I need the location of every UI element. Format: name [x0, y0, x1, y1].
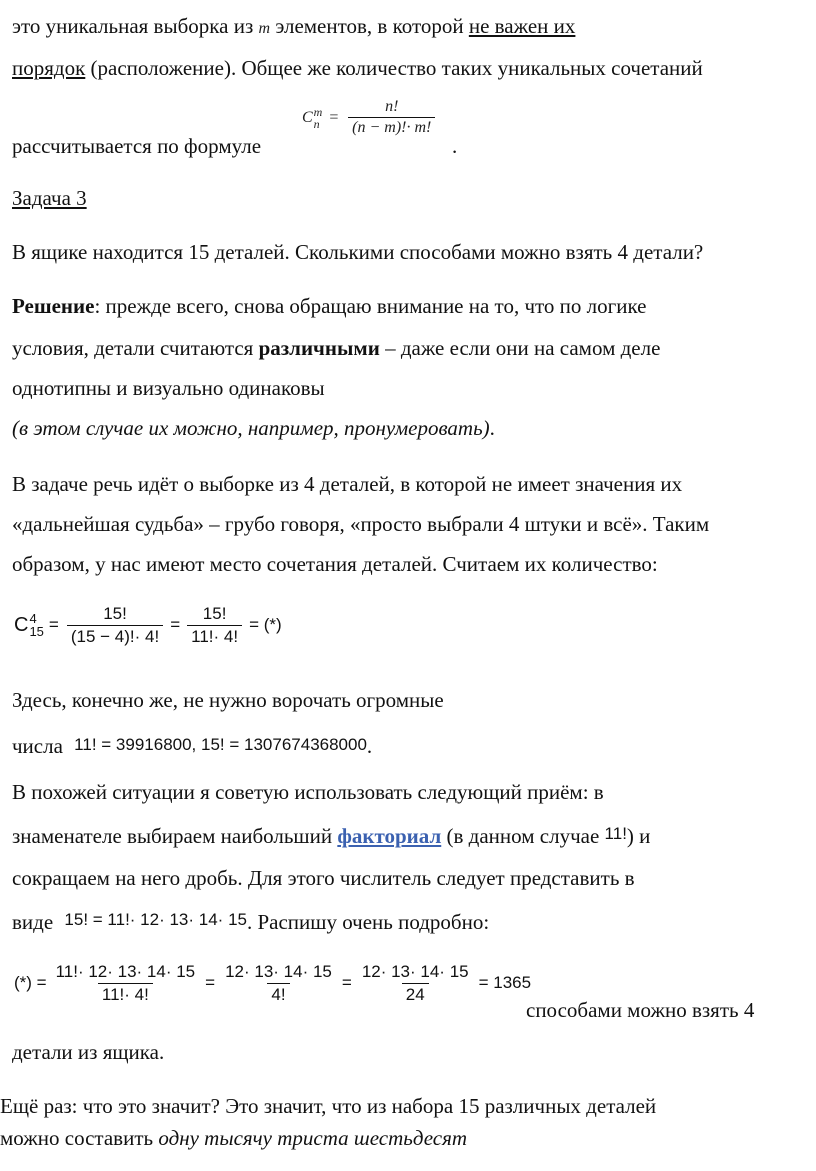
text: ) и	[626, 824, 651, 848]
fraction-denominator: 4!	[267, 983, 289, 1005]
text: элементов, в которой	[270, 14, 469, 38]
math-symbol: (*) =	[14, 973, 47, 993]
paragraph-line	[12, 734, 372, 758]
fraction-denominator: (n − m)!· m!	[348, 117, 435, 137]
reduction-formula	[14, 962, 531, 1004]
solution-label: Решение	[12, 294, 95, 318]
paragraph-line	[12, 824, 650, 848]
fraction-numerator: 15!	[202, 604, 227, 623]
math-symbol: =	[48, 615, 59, 635]
math-sub: n	[313, 116, 320, 131]
math-result: = 1365	[478, 973, 532, 993]
factorial-values: 11! = 39916800, 15! = 1307674368000	[74, 735, 367, 754]
paragraph-line: В задаче речь идёт о выборке из 4 деталей, в которой не имеет значения их	[12, 472, 683, 496]
fraction-numerator: 11!· 12· 13· 14· 15	[55, 962, 196, 981]
math-symbol: =	[170, 615, 181, 635]
paragraph-line	[12, 294, 647, 318]
fraction-numerator: 12· 13· 14· 15	[225, 962, 332, 981]
text: числа	[12, 734, 63, 758]
fraction-numerator: 15!	[103, 604, 127, 623]
paragraph-line: способами можно взять 4	[526, 998, 755, 1022]
paragraph-line	[12, 14, 575, 38]
text: .	[489, 416, 495, 440]
math-symbol: =	[205, 973, 216, 993]
fraction-numerator: 12· 13· 14· 15	[361, 962, 469, 981]
paragraph-line: В похожей ситуации я советую использовать следующий приём: в	[12, 780, 604, 804]
text: (в данном случае	[441, 824, 605, 848]
paragraph-line: «дальнейшая судьба» – грубо говоря, «просто выбрали 4 штуки и всё». Таким	[12, 512, 710, 536]
fraction-denominator: 24	[402, 983, 429, 1005]
text: .	[452, 134, 458, 158]
italic-text: одну тысячу триста шестьдесят	[158, 1126, 468, 1150]
paragraph-line: Ещё раз: что это значит? Это значит, что из набора 15 различных деталей	[0, 1094, 657, 1118]
bold-text: различными	[258, 336, 380, 360]
math-sub: 15	[29, 624, 44, 640]
math-sup: 4	[29, 611, 37, 627]
paragraph-line: сокращаем на него дробь. Для этого числитель следует представить в	[12, 866, 635, 890]
text: виде	[12, 910, 54, 934]
text: знаменателе выбираем наибольший	[12, 824, 338, 848]
math-symbol: =	[328, 108, 340, 126]
text: .	[366, 734, 373, 758]
text: рассчитывается по формуле	[12, 134, 262, 158]
paragraph-line	[12, 56, 703, 80]
task-question: В ящике находится 15 деталей. Сколькими способами можно взять 4 детали?	[12, 240, 704, 264]
math-symbol: =	[341, 973, 352, 993]
combination-formula	[302, 98, 438, 138]
math-inline: 15! = 11!· 12· 13· 14· 15	[64, 910, 247, 929]
fraction-numerator: n!	[385, 98, 399, 115]
combination-formula	[14, 604, 282, 646]
fraction-denominator: 11!· 4!	[187, 625, 242, 647]
italic-text: (в этом случае их можно, например, пронумеровать)	[12, 416, 490, 440]
text: : прежде всего, снова обращаю внимание на то, что по логике	[94, 294, 647, 318]
factorial-link[interactable]: факториал	[337, 824, 442, 848]
paragraph-line: образом, у нас имеют место сочетания деталей. Считаем их количество:	[12, 552, 658, 576]
math-inline: m	[258, 20, 271, 37]
text: условия, детали считаются	[12, 336, 259, 360]
math-symbol: C	[14, 613, 29, 636]
math-inline: 11!	[604, 824, 627, 843]
paragraph-line: Здесь, конечно же, не нужно ворочать огромные	[12, 688, 444, 712]
fraction-denominator: (15 − 4)!· 4!	[67, 625, 163, 647]
paragraph-line	[12, 416, 495, 440]
math-symbol: C	[302, 108, 313, 126]
underlined-text: порядок	[12, 56, 86, 80]
paragraph-line	[0, 1126, 467, 1150]
paragraph-line	[12, 910, 489, 934]
math-symbol: = (*)	[249, 615, 282, 635]
text: это уникальная выборка из	[12, 14, 259, 38]
text: . Распишу очень подробно:	[246, 910, 490, 934]
text: можно составить	[0, 1126, 159, 1150]
paragraph-line: детали из ящика.	[12, 1040, 165, 1064]
underlined-text: не важен их	[468, 14, 576, 38]
text: – даже если они на самом деле	[379, 336, 661, 360]
paragraph-line: однотипны и визуально одинаковы	[12, 376, 325, 400]
text: (расположение). Общее же количество таких уникальных сочетаний	[85, 56, 703, 80]
paragraph-line	[12, 134, 261, 158]
paragraph-line	[12, 336, 660, 360]
task-title: Задача 3	[12, 186, 87, 210]
math-sup: m	[313, 104, 323, 119]
fraction-denominator: 11!· 4!	[98, 983, 153, 1005]
